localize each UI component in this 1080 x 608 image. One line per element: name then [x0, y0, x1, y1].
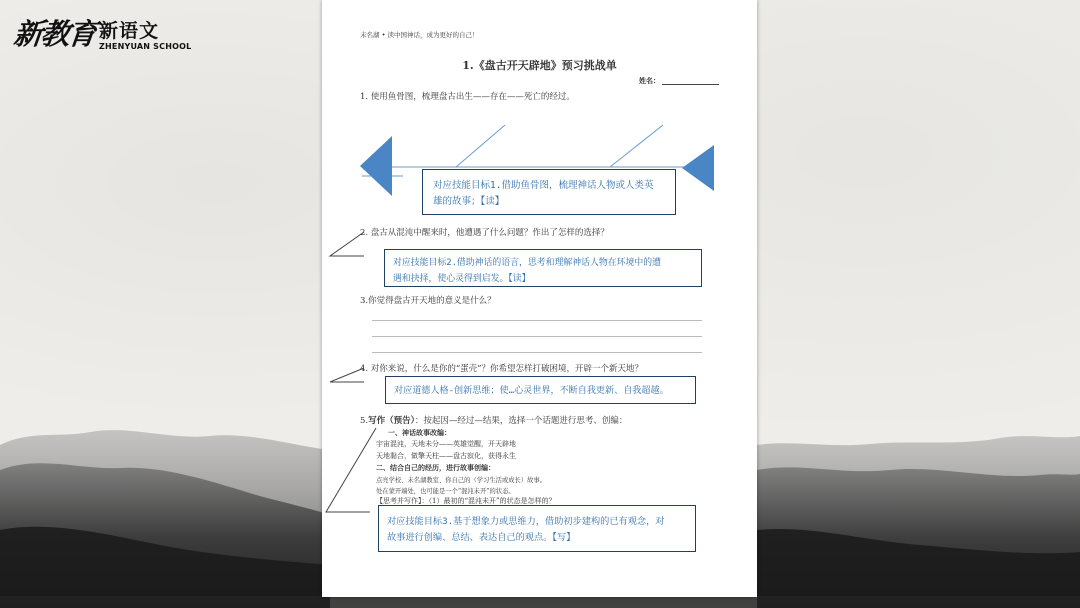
logo-english-text: ZHENYUAN SCHOOL [99, 42, 192, 51]
writing-option-2-line: 处在蒙开端处，也可能是一个“混沌未开”的状态。 [376, 488, 515, 495]
fishbone-head-icon [682, 145, 714, 191]
worksheet-page [322, 0, 757, 597]
school-logo [14, 12, 191, 53]
question-5 [360, 414, 627, 426]
writing-option-2-heading: 二、结合自己的经历，进行故事创编： [376, 463, 495, 472]
writing-option-2-line: 点亮学校、未名湖教室、你自己的（学习生活或成长）故事。 [376, 477, 547, 484]
callout-text: 对应道德人格-创新思维；使…心灵世界，不断自我更新、自我超越。 [394, 386, 669, 396]
callout-text: 对应技能目标2.借助神话的语言，思考和理解神话人物在环境中的遭 [393, 258, 662, 268]
question-5-bold: 写作（预告） [368, 416, 415, 426]
skill-goal-callout-1 [422, 169, 676, 215]
question-5-rest: ：按起因—经过—结果，选择一个话题进行思考、创编： [414, 416, 628, 426]
worksheet-title: 1.《盘古开天辟地》预习挑战单 [462, 59, 617, 72]
writing-option-1-line: 宇宙混沌，天地未分——英雄觉醒，开天辟地 [376, 440, 516, 448]
question-5-number: 5. [360, 416, 369, 426]
logo-chinese-text: 新语文 [99, 20, 160, 42]
writing-prompt: 【思考并写作】：（1）最初的“混沌未开”的状态是怎样的？ [376, 497, 556, 505]
answer-line [372, 320, 702, 321]
callout-text: 故事进行创编、总结、表达自己的观点。【写】 [387, 532, 576, 543]
name-label: 姓名： [639, 76, 660, 85]
worksheet-header-note: 未名湖 • 读中国神话，成为更好的自己！ [360, 31, 479, 39]
writing-option-1-heading: 一、神话故事改编： [388, 428, 451, 437]
skill-goal-callout-2 [384, 249, 702, 287]
callout-text: 对应技能目标1.借助鱼骨图，梳理神话人物或人类英 [433, 180, 654, 191]
question-1: 1. 使用鱼骨图，梳理盘古出生——存在——死亡的经过。 [360, 92, 575, 102]
question-2: 2. 盘古从混沌中醒来时，他遭遇了什么问题？作出了怎样的选择？ [360, 228, 609, 238]
answer-line [372, 336, 702, 337]
logo-brush-text: 新教育 [12, 17, 97, 51]
skill-goal-callout-3 [378, 505, 696, 552]
callout-text: 雄的故事；【读】 [433, 196, 505, 207]
question-3: 3.你觉得盘古开天地的意义是什么？ [360, 296, 496, 306]
fishbone-tail-icon [360, 136, 392, 196]
writing-option-1-line: 天地黏合，做擎天柱——盘古寂化，获得永生 [376, 452, 516, 460]
callout-text: 对应技能目标3.基于想象力或思维力，借助初步建构的已有观念，对 [387, 516, 665, 527]
answer-line [372, 352, 702, 353]
question-4: 4. 对你来说，什么是你的“蛋壳”？你希望怎样打破困境，开辟一个新天地？ [360, 364, 644, 374]
callout-text: 遇和抉择，使心灵得到启发。【读】 [393, 274, 531, 284]
moral-goal-callout [385, 376, 696, 404]
